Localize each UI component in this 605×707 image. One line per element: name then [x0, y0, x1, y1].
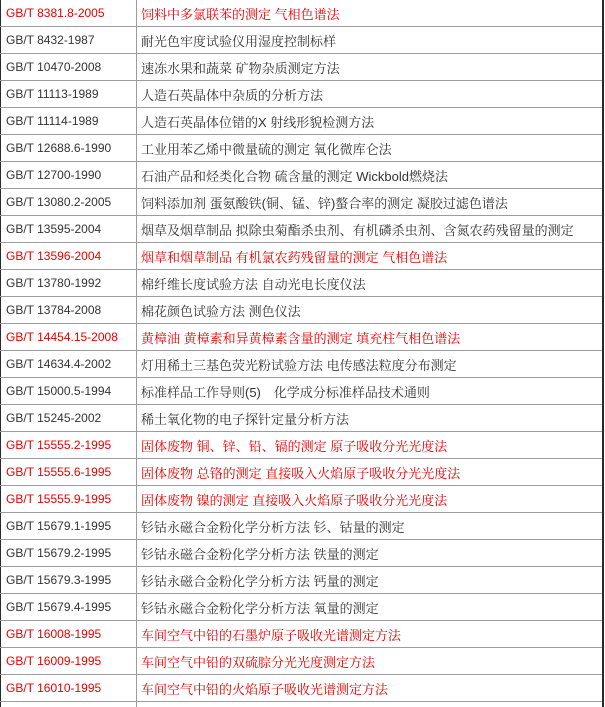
- standard-code: GB/T 15555.2-1995: [6, 438, 112, 452]
- standard-title-cell: [137, 621, 603, 648]
- standard-code: GB/T 14454.15-2008: [6, 330, 118, 344]
- standard-code: GB/T 13784-2008: [6, 303, 102, 317]
- standard-title: 车间空气中铅的石墨炉原子吸收光谱测定方法: [141, 627, 402, 643]
- standard-code-cell: [1, 81, 137, 108]
- standard-title-cell: [137, 297, 603, 324]
- standards-table-body: [1, 0, 603, 707]
- standard-title-cell: [137, 324, 603, 351]
- standard-title-cell: [137, 486, 603, 513]
- table-row[interactable]: [1, 162, 603, 189]
- standard-title: 车间空气中铅的双硫腙分光光度测定方法: [141, 654, 376, 670]
- standard-code: GB/T 11114-1989: [6, 114, 99, 128]
- table-row[interactable]: [1, 432, 603, 459]
- standard-code-cell: [1, 675, 137, 702]
- standard-title-cell: [137, 216, 603, 243]
- standard-title: 稀土氧化物的电子探针定量分析方法: [141, 411, 350, 427]
- standard-code-cell: [1, 594, 137, 621]
- standard-title-cell: [137, 540, 603, 567]
- standard-title-cell: [137, 351, 603, 378]
- table-row[interactable]: [1, 675, 603, 702]
- standard-code: GB/T 10470-2008: [6, 60, 102, 74]
- table-row[interactable]: [1, 351, 603, 378]
- standard-code: GB/T 15000.5-1994: [6, 384, 112, 398]
- table-row[interactable]: [1, 297, 603, 324]
- standard-code: GB/T 11113-1989: [6, 87, 99, 101]
- standard-code-cell: [1, 378, 137, 405]
- standard-title: 钐钴永磁合金粉化学分析方法 氧量的测定: [141, 600, 379, 616]
- standard-title-cell: [137, 378, 603, 405]
- standard-title: 烟草及烟草制品 拟除虫菊酯杀虫剂、有机磷杀虫剂、含氮农药残留量的测定: [141, 222, 574, 238]
- table-row[interactable]: [1, 54, 603, 81]
- standard-title-cell: [137, 108, 603, 135]
- standard-code: GB/T 15555.9-1995: [6, 492, 112, 506]
- table-row[interactable]: [1, 108, 603, 135]
- standard-title: 标准样品工作导则(5) 化学成分标准样品技术通则: [141, 384, 430, 400]
- table-row[interactable]: [1, 81, 603, 108]
- table-row[interactable]: [1, 216, 603, 243]
- standard-code: GB/T 8381.8-2005: [6, 6, 105, 20]
- standard-code-cell: [1, 405, 137, 432]
- table-row[interactable]: [1, 378, 603, 405]
- standard-code: GB/T 15555.6-1995: [6, 465, 112, 479]
- table-row[interactable]: [1, 27, 603, 54]
- standard-title-cell: [137, 243, 603, 270]
- table-row[interactable]: [1, 513, 603, 540]
- standard-code: GB/T 16008-1995: [6, 627, 102, 641]
- table-row-partial: [1, 702, 603, 707]
- standard-title-cell: [137, 459, 603, 486]
- standard-title-cell: [137, 27, 603, 54]
- standard-code-cell: [1, 324, 137, 351]
- standard-code-cell: [1, 513, 137, 540]
- standard-title-cell: [137, 135, 603, 162]
- standard-title-cell: [137, 270, 603, 297]
- standard-code-cell: [1, 270, 137, 297]
- table-row[interactable]: [1, 540, 603, 567]
- table-row[interactable]: [1, 486, 603, 513]
- standard-code-cell: [1, 702, 137, 707]
- table-row[interactable]: [1, 459, 603, 486]
- standard-code: GB/T 16009-1995: [6, 654, 102, 668]
- standard-code: GB/T 12700-1990: [6, 168, 102, 182]
- standard-title-cell: [137, 405, 603, 432]
- standard-code-cell: [1, 351, 137, 378]
- standard-title-cell: [137, 0, 603, 27]
- table-row[interactable]: [1, 567, 603, 594]
- standard-code-cell: [1, 540, 137, 567]
- table-row[interactable]: [1, 405, 603, 432]
- standard-code: GB/T 14634.4-2002: [6, 357, 112, 371]
- standard-title: 速冻水果和蔬菜 矿物杂质测定方法: [141, 60, 340, 76]
- standard-code-cell: [1, 621, 137, 648]
- standard-title: 人造石英晶体位错的X 射线形貌检测方法: [141, 114, 375, 130]
- standard-title-cell: [137, 81, 603, 108]
- standard-code: GB/T 8432-1987: [6, 33, 95, 47]
- standard-code: GB/T 15679.3-1995: [6, 573, 112, 587]
- standard-title: 固体废物 镍的测定 直接吸入火焰原子吸收分光光度法: [141, 492, 448, 508]
- standard-code-cell: [1, 108, 137, 135]
- standard-code: GB/T 15679.4-1995: [6, 600, 112, 614]
- standard-code: GB/T 12688.6-1990: [6, 141, 112, 155]
- standard-title-cell: [137, 54, 603, 81]
- standard-title-cell: [137, 513, 603, 540]
- standard-title: 棉花颜色试验方法 测色仪法: [141, 303, 301, 319]
- standard-title: 钐钴永磁合金粉化学分析方法 铁量的测定: [141, 546, 379, 562]
- standard-title-cell: [137, 594, 603, 621]
- standard-title: 工业用苯乙烯中微量硫的测定 氧化微库仑法: [141, 141, 392, 157]
- standard-code: GB/T 15245-2002: [6, 411, 102, 425]
- standard-code-cell: [1, 567, 137, 594]
- table-row[interactable]: [1, 621, 603, 648]
- standard-code-cell: [1, 243, 137, 270]
- standard-title: 固体废物 总铬的测定 直接吸入火焰原子吸收分光光度法: [141, 465, 461, 481]
- standard-code-cell: [1, 297, 137, 324]
- standard-code: GB/T 13596-2004: [6, 249, 102, 263]
- table-row[interactable]: [1, 648, 603, 675]
- standard-code: GB/T 13780-1992: [6, 276, 102, 290]
- standard-title: 黄樟油 黄樟素和异黄樟素含量的测定 填充柱气相色谱法: [141, 330, 461, 346]
- table-row[interactable]: [1, 0, 603, 27]
- standard-title-cell: [137, 702, 603, 707]
- standard-code-cell: [1, 54, 137, 81]
- table-row[interactable]: [1, 324, 603, 351]
- standard-title-cell: [137, 648, 603, 675]
- standard-title: 钐钴永磁合金粉化学分析方法 钙量的测定: [141, 573, 379, 589]
- table-row[interactable]: [1, 243, 603, 270]
- standard-code-cell: [1, 162, 137, 189]
- standard-title: 灯用稀土三基色荧光粉试验方法 电传感法粒度分布测定: [141, 357, 457, 373]
- standard-code-cell: [1, 189, 137, 216]
- standard-code-cell: [1, 459, 137, 486]
- standard-title: 饲料中多氯联苯的测定 气相色谱法: [141, 6, 340, 22]
- standard-code-cell: [1, 27, 137, 54]
- table-row[interactable]: [1, 189, 603, 216]
- standard-code: GB/T 13080.2-2005: [6, 195, 112, 209]
- standard-code: GB/T 13595-2004: [6, 222, 102, 236]
- standard-title-cell: [137, 567, 603, 594]
- table-row[interactable]: [1, 594, 603, 621]
- standard-code-cell: [1, 135, 137, 162]
- standard-code-cell: [1, 0, 137, 27]
- standard-title-cell: [137, 162, 603, 189]
- standard-code: GB/T 16010-1995: [6, 681, 102, 695]
- table-row[interactable]: [1, 135, 603, 162]
- standard-title: 石油产品和烃类化合物 硫含量的测定 Wickbold燃烧法: [141, 168, 448, 184]
- standard-code: GB/T 15679.2-1995: [6, 546, 112, 560]
- standard-title: 固体废物 铜、锌、铅、镉的测定 原子吸收分光光度法: [141, 438, 448, 454]
- standard-code-cell: [1, 432, 137, 459]
- standard-title: 钐钴永磁合金粉化学分析方法 钐、钴量的测定: [141, 519, 405, 535]
- standard-title: 人造石英晶体中杂质的分析方法: [141, 87, 324, 103]
- standard-title: 烟草和烟草制品 有机氯农药残留量的测定 气相色谱法: [141, 249, 448, 265]
- standard-code: GB/T 15679.1-1995: [6, 519, 112, 533]
- standard-title: 车间空气中铅的火焰原子吸收光谱测定方法: [141, 681, 389, 697]
- standard-title-cell: [137, 432, 603, 459]
- standard-code-cell: [1, 486, 137, 513]
- standard-code-cell: [1, 648, 137, 675]
- standard-title: 耐光色牢度试验仪用湿度控制标样: [141, 33, 337, 49]
- standard-title-cell: [137, 189, 603, 216]
- table-row[interactable]: [1, 270, 603, 297]
- standard-title: 饲料添加剂 蛋氨酸铁(铜、锰、锌)螯合率的测定 凝胶过滤色谱法: [141, 195, 508, 211]
- standard-title: 棉纤维长度试验方法 自动光电长度仪法: [141, 276, 366, 292]
- standard-code-cell: [1, 216, 137, 243]
- standard-title-cell: [137, 675, 603, 702]
